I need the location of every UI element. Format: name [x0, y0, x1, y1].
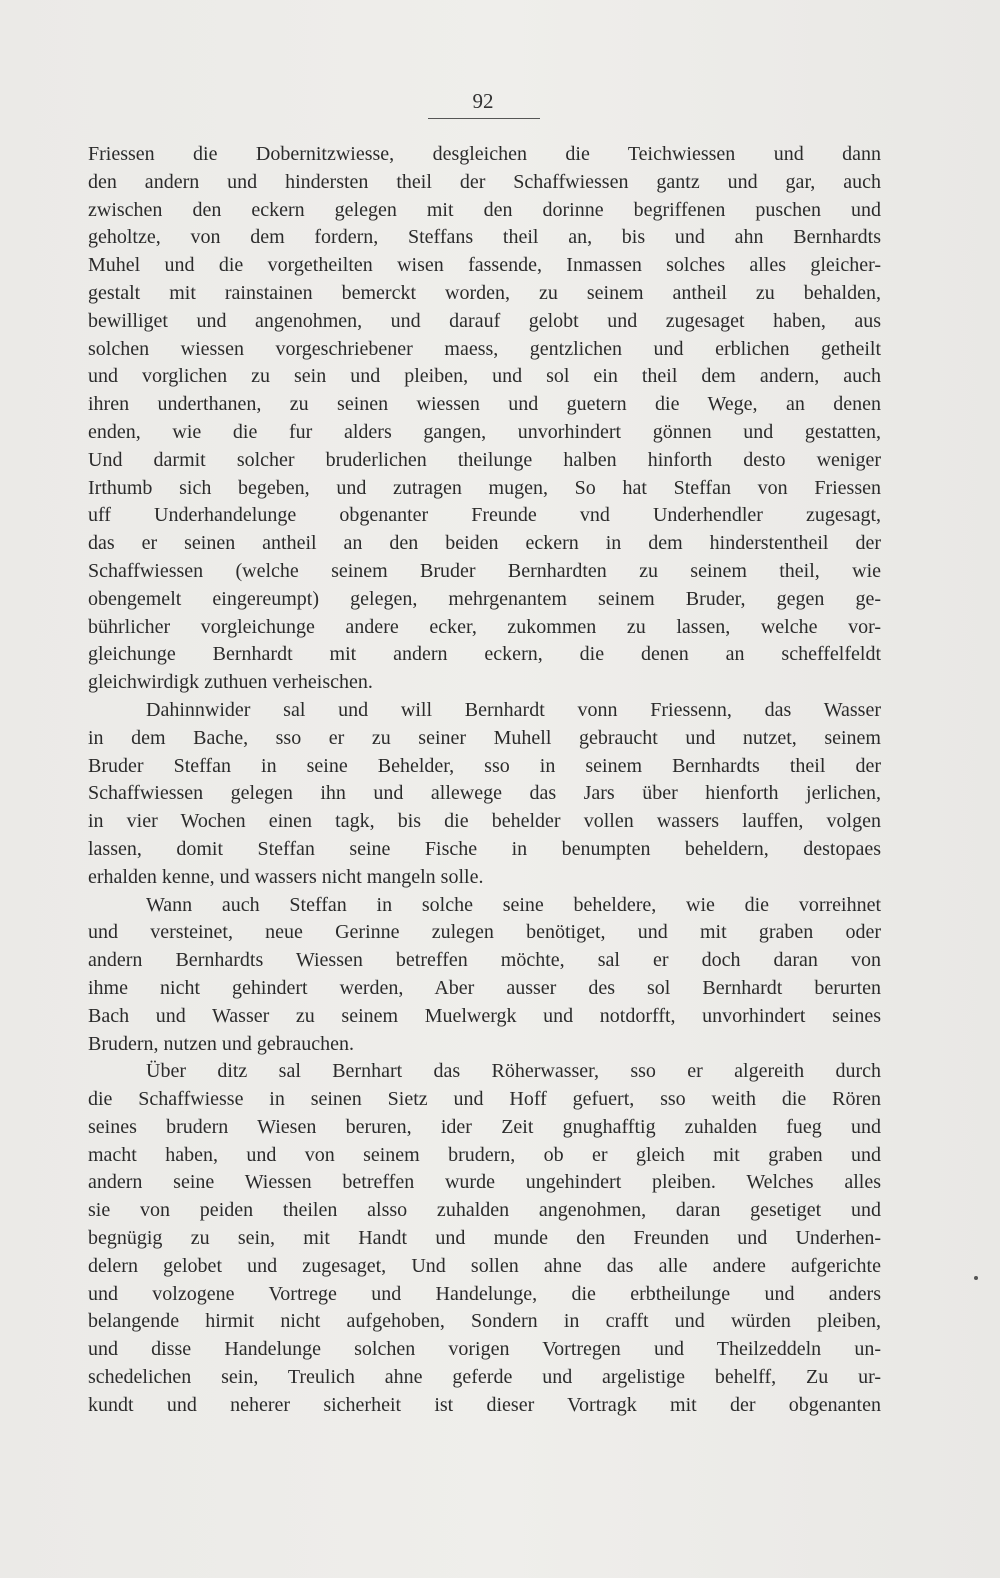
text-line: und disse Handelunge solchen vorigen Vortregen und Theilzeddeln un-	[88, 1338, 881, 1361]
text-line: Irthumb sich begeben, und zutragen mugen, So hat Steffan von Friessen	[88, 476, 881, 499]
text-line: den andern und hindersten theil der Schaffwiessen gantz und gar, auch	[88, 170, 881, 193]
text-line: Friessen die Dobernitzwiesse, desgleichen die Teichwiessen und dann	[88, 143, 881, 165]
page-number-rule	[428, 118, 540, 119]
text-line: seines brudern Wiesen beruren, ider Zeit gnughafftig zuhalden fueg und	[88, 1115, 881, 1138]
page-number: 92	[472, 89, 494, 113]
text-line: Bach und Wasser zu seinem Muelwergk und notdorfft, unvorhindert seines	[88, 1004, 881, 1027]
text-line: gestalt mit rainstainen bemerckt worden, zu seinem antheil zu behalden,	[88, 281, 881, 304]
text-line: in vier Wochen einen tagk, bis die behelder vollen wassers lauffen, volgen	[88, 810, 881, 833]
text-line: enden, wie die fur alders gangen, unvorhindert gönnen und gestatten,	[88, 420, 881, 443]
text-line: lassen, domit Steffan seine Fische in benumpten beheldern, destopaes	[88, 837, 881, 860]
text-line: belangende hirmit nicht aufgehoben, Sondern in crafft und würden pleiben,	[88, 1310, 881, 1333]
text-line: und volzogene Vortrege und Handelunge, die erbtheilunge und anders	[88, 1282, 881, 1305]
text-line: ihme nicht gehindert werden, Aber ausser des sol Bernhardt berurten	[88, 976, 881, 999]
text-line: ihren underthanen, zu seinen wiessen und guetern die Wege, an denen	[88, 393, 881, 416]
text-line: kundt und neherer sicherheit ist dieser Vortragk mit der obgenanten	[88, 1393, 881, 1416]
text-line: macht haben, und von seinem brudern, ob er gleich mit graben und	[88, 1143, 881, 1166]
text-line: in dem Bache, sso er zu seiner Muhell gebraucht und nutzet, seinem	[88, 726, 881, 749]
text-line: gleichunge Bernhardt mit andern eckern, die denen an scheffelfeldt	[88, 643, 881, 666]
text-line: gleichwirdigk zuthuen verheischen.	[88, 671, 373, 694]
text-line: Über ditz sal Bernhart das Röherwasser, sso er algereith durch	[146, 1060, 881, 1083]
text-line: schedelichen sein, Treulich ahne geferde und argelistige behelff, Zu ur-	[88, 1366, 881, 1389]
text-line: andern seine Wiessen betreffen wurde ungehindert pleiben. Welches alles	[88, 1171, 881, 1194]
text-line: Dahinnwider sal und will Bernhardt vonn Friessenn, das Wasser	[146, 698, 881, 721]
text-line: Bruder Steffan in seine Behelder, sso in seinem Bernhardts theil der	[88, 754, 881, 777]
text-line: bührlicher vorgleichunge andere ecker, zukommen zu lassen, welche vor-	[88, 615, 881, 638]
text-line: solchen wiessen vorgeschriebener maess, gentzlichen und erblichen getheilt	[88, 337, 881, 360]
text-line: delern gelobet und zugesaget, Und sollen ahne das alle andere aufgerichte	[88, 1254, 881, 1277]
body-text	[88, 141, 881, 1420]
text-line: andern Bernhardts Wiessen betreffen möchte, sal er doch daran von	[88, 949, 881, 972]
text-line: zwischen den eckern gelegen mit den dorinne begriffenen puschen und	[88, 198, 881, 221]
text-line: Und darmit solcher bruderlichen theilunge halben hinforth desto weniger	[88, 448, 881, 471]
text-line: und versteinet, neue Gerinne zulegen benötiget, und mit graben oder	[88, 921, 881, 944]
text-line: Schaffwiessen gelegen ihn und allewege das Jars über hienforth jerlichen,	[88, 782, 881, 805]
text-line: begnügig zu sein, mit Handt und munde den Freunden und Underhen-	[88, 1227, 881, 1250]
text-line: erhalden kenne, und wassers nicht mangeln solle.	[88, 865, 484, 888]
paper-speck	[974, 1276, 978, 1280]
text-line: Muhel und die vorgetheilten wisen fassende, Inmassen solches alles gleicher-	[88, 254, 881, 277]
text-line: das er seinen antheil an den beiden eckern in dem hinderstentheil der	[88, 532, 881, 555]
text-line: Schaffwiessen (welche seinem Bruder Bernhardten zu seinem theil, wie	[88, 559, 881, 582]
text-line: sie von peiden theilen alsso zuhalden angenohmen, daran gesetiget und	[88, 1199, 881, 1222]
text-line: die Schaffwiesse in seinen Sietz und Hoff gefuert, sso weith die Rören	[88, 1088, 881, 1111]
text-line: Brudern, nutzen und gebrauchen.	[88, 1032, 355, 1055]
text-line: geholtze, von dem fordern, Steffans theil an, bis und ahn Bernhardts	[88, 226, 881, 249]
text-line: bewilliget und angenohmen, und darauf gelobt und zugesaget haben, aus	[88, 309, 881, 332]
text-line: uff Underhandelunge obgenanter Freunde vnd Underhendler zugesagt,	[88, 504, 881, 527]
text-line: und vorglichen zu sein und pleiben, und sol ein theil dem andern, auch	[88, 365, 881, 388]
text-line: Wann auch Steffan in solche seine beheldere, wie die vorreihnet	[146, 893, 881, 916]
text-line: obengemelt eingereumpt) gelegen, mehrgenantem seinem Bruder, gegen ge-	[88, 587, 881, 610]
